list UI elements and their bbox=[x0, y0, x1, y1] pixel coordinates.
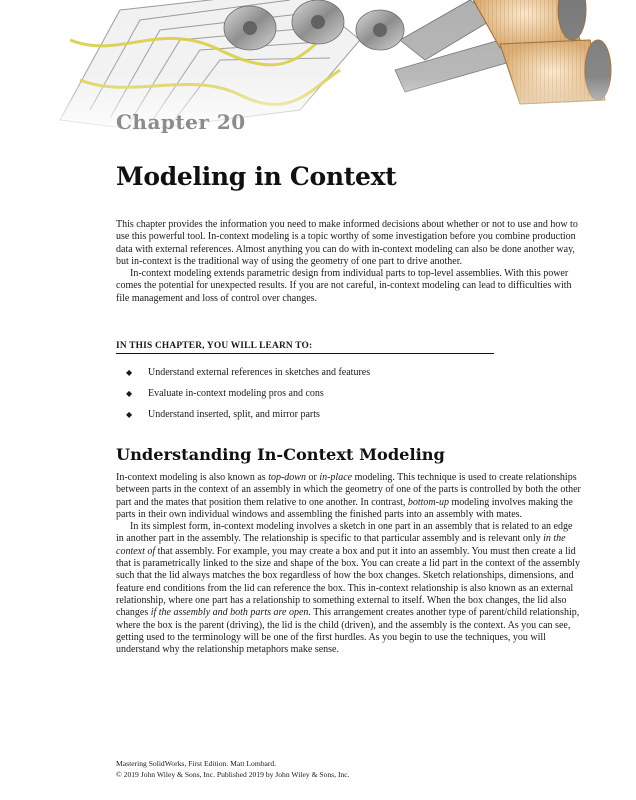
engine-illustration bbox=[0, 0, 636, 140]
text-run: modeling. This technique is used to create relationships between parts in the context of an assembly in which the geometry of one of the parts is controlled by both the other part and the mates that position them relative to one another. In contrast, bbox=[116, 472, 581, 508]
text-run: In its simplest form, in-context modeling involves a sketch in one part in an assembly that is related to an edge in another part in the assembly. The relationship is specific to that particular assembly and is relevant only bbox=[116, 521, 573, 545]
learn-heading: IN THIS CHAPTER, YOU WILL LEARN TO: bbox=[116, 341, 494, 354]
body-paragraph bbox=[116, 521, 582, 656]
text-run: that assembly. For example, you may create a box and put it into an assembly. You must then create a lid that is parametrically linked to the size and shape of the box. You can create a lid part in the context of the assembly such that the lid always matches the box regardless of how the box changes. Sketch relationships, dimensions, and feature end conditions from the lid can reference the box. This in-context relationship is also known as an external relationship, where one part has a relationship to something external to itself. When the box changes, the lid also changes bbox=[116, 545, 581, 619]
intro-paragraph: In-context modeling extends parametric design from individual parts to top-level assemblies. With this power comes the potential for unexpected results. If you are not careful, in-context modeling can lead to difficulties with file management and loss of control over changes. bbox=[116, 268, 572, 304]
header-illustration bbox=[0, 0, 636, 140]
list-item-text: Understand external references in sketches and features bbox=[148, 367, 371, 378]
list-item-text: Evaluate in-context modeling pros and cons bbox=[148, 388, 324, 399]
list-item bbox=[126, 383, 370, 404]
italic-term: bottom-up bbox=[407, 496, 449, 508]
text-run: In-context modeling is also known as bbox=[116, 472, 269, 483]
diamond-bullet-icon: ◆ bbox=[126, 368, 133, 377]
body-paragraph bbox=[116, 472, 582, 521]
italic-term: if the assembly and both parts are open bbox=[150, 607, 309, 619]
text-run: or bbox=[305, 472, 320, 483]
learn-list bbox=[126, 362, 370, 425]
list-item bbox=[126, 362, 370, 383]
text-run: modeling involves making the parts in their own individual windows and assembling the finished parts into an assembly with mates. bbox=[116, 496, 573, 520]
italic-term: in the context of bbox=[116, 533, 566, 557]
text-run: . This arrangement creates another type of parent/child relationship, where the box is the parent (driving), the lid is the child (driven), and the assembly is the context. As you can see, getting used to the terminology will be one of the first hurdles. As you begin to use the techniques, you will understand why the relationship metaphors make sense. bbox=[116, 607, 580, 656]
list-item-text: Understand inserted, split, and mirror parts bbox=[148, 409, 320, 420]
copyright-footer bbox=[116, 758, 350, 780]
chapter-title: Modeling in Context bbox=[116, 162, 397, 191]
italic-term: in-place bbox=[319, 472, 353, 483]
diamond-bullet-icon: ◆ bbox=[126, 410, 133, 419]
list-item bbox=[126, 404, 370, 425]
chapter-intro bbox=[116, 219, 582, 305]
intro-paragraph: This chapter provides the information you need to make informed decisions about whether or not to use and how to use this powerful tool. In-context modeling is a topic worthy of some investigation before you combine production data with external references. Almost anything you can do with in-context modeling can also be done another way, but in-context is the traditional way of using the geometry of one part to drive another. bbox=[116, 219, 578, 267]
italic-term: top-down bbox=[268, 472, 306, 483]
footer-line: Mastering SolidWorks, First Edition. Matt Lombard. bbox=[116, 759, 277, 768]
section-heading: Understanding In-Context Modeling bbox=[116, 445, 445, 464]
section-body bbox=[116, 472, 582, 656]
chapter-label: Chapter 20 bbox=[116, 110, 246, 134]
footer-line: © 2019 John Wiley & Sons, Inc. Published 2019 by John Wiley & Sons, Inc. bbox=[116, 770, 350, 779]
diamond-bullet-icon: ◆ bbox=[126, 389, 133, 398]
